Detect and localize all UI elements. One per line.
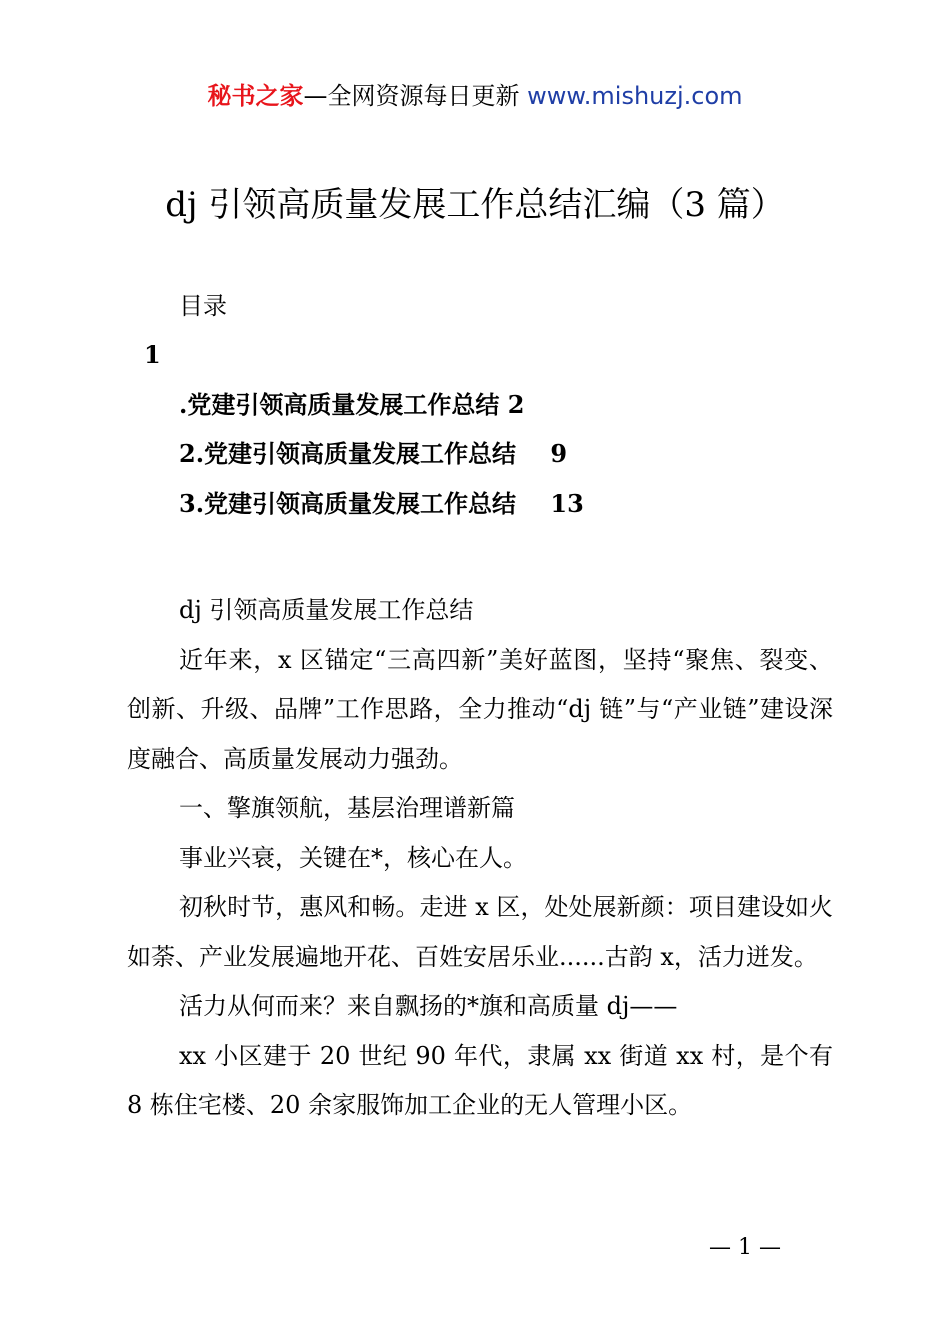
paragraph: 事业兴衰，关键在*，核心在人。: [179, 843, 527, 872]
document-title: dj 引领高质量发展工作总结汇编（3 篇）: [165, 185, 785, 225]
toc-first-number: 1: [144, 340, 161, 369]
toc-item-title: .党建引领高质量发展工作总结: [179, 390, 500, 419]
toc-item-page: 13: [550, 489, 584, 518]
site-header: [0, 80, 950, 112]
subsection-heading: 一、擎旗领航，基层治理谱新篇: [179, 794, 515, 822]
toc-item[interactable]: [179, 487, 584, 521]
document-body: [127, 586, 833, 1131]
paragraph: xx 小区建于 20 世纪 90 年代，隶属 xx 街道 xx 村，是个有 8 栋住宅楼、20 余家服饰加工企业的无人管理小区。: [127, 1041, 833, 1119]
site-brand: 秘书之家: [207, 82, 304, 110]
toc-item-page: 9: [550, 439, 568, 468]
page-number: — 1 —: [709, 1235, 781, 1260]
toc-item[interactable]: [179, 437, 567, 471]
toc-label: 目录: [179, 292, 227, 320]
site-url-link[interactable]: www.mishuzj.com: [527, 82, 743, 110]
site-tagline: —全网资源每日更新: [303, 82, 528, 110]
paragraph: 初秋时节，惠风和畅。走进 x 区，处处展新颜：项目建设如火如荼、产业发展遍地开花、百姓安居乐业......古韵 x，活力迸发。: [127, 893, 833, 971]
toc-item-title: 3.党建引领高质量发展工作总结: [179, 489, 517, 518]
toc-item-title: 2.党建引领高质量发展工作总结: [179, 439, 517, 468]
toc-item-page: 2: [507, 390, 525, 419]
toc-item[interactable]: [179, 388, 524, 422]
section-heading: dj 引领高质量发展工作总结: [179, 596, 474, 624]
paragraph: 近年来，x 区锚定“三高四新”美好蓝图，坚持“聚焦、裂变、创新、升级、品牌”工作思路，全力推动“dj 链”与“产业链”建设深度融合、高质量发展动力强劲。: [127, 645, 833, 773]
paragraph: 活力从何而来？来自飘扬的*旗和高质量 dj——: [179, 992, 678, 1020]
